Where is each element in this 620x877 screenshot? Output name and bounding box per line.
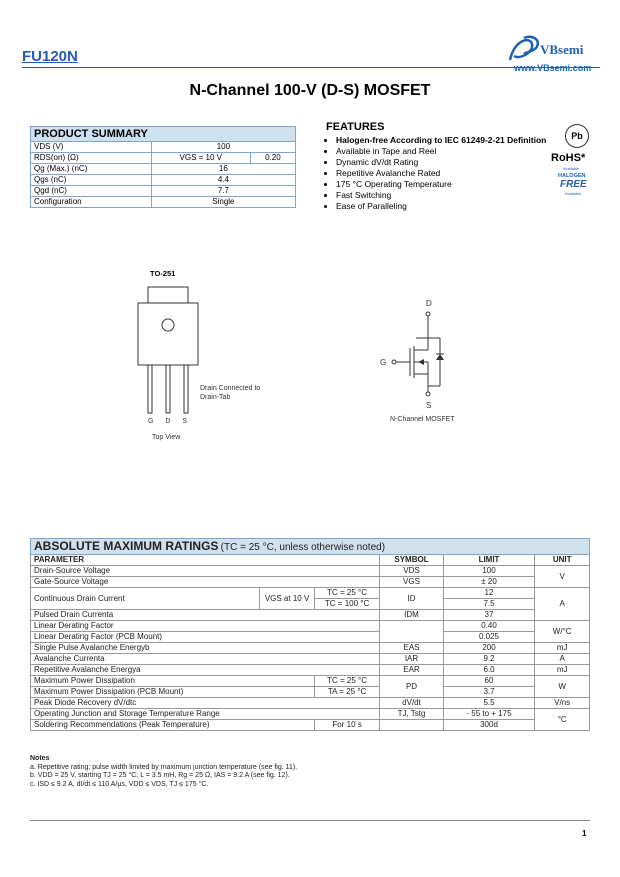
ps-cond: VGS = 10 V <box>151 153 250 164</box>
table-row: Soldering Recommendations (Peak Temperature) For 10 s 300d <box>31 720 590 731</box>
ps-value: 7.7 <box>151 186 295 197</box>
notes-section <box>30 755 297 789</box>
table-row: Peak Diode Recovery dV/dtc dV/dt 5.5 V/ns <box>31 698 590 709</box>
feature-item: • Available in Tape and Reel <box>336 146 566 157</box>
col-header: UNIT <box>535 555 590 566</box>
col-header: SYMBOL <box>380 555 443 566</box>
gate-terminal-label: G <box>380 358 387 367</box>
abs-max-ratings-table <box>30 538 590 731</box>
table-row: Linear Derating Factor 0.40 W/°C <box>31 621 590 632</box>
note-a: a. Repetitive rating; pulse width limited by maximum junction temperature (see fig. 11). <box>30 763 298 771</box>
ps-param: Configuration <box>31 197 152 208</box>
ps-value: 16 <box>151 164 295 175</box>
ps-value: 100 <box>151 142 295 153</box>
rohs-badge: RoHS* <box>551 152 586 164</box>
table-row: TC = 100 °C 7.5 <box>31 599 590 610</box>
table-row: Repetitive Avalanche Energya EAR 6.0 mJ <box>31 665 590 676</box>
package-name: TO-251 <box>150 269 176 278</box>
page-title: N-Channel 100-V (D-S) MOSFET <box>189 82 431 99</box>
feature-item: • Repetitive Avalanche Rated <box>336 168 566 179</box>
ps-param: Qgd (nC) <box>31 186 152 197</box>
drain-terminal-label: D <box>426 299 432 308</box>
table-row: Drain-Source Voltage VDS 100 V <box>31 566 590 577</box>
table-row: Single Pulse Avalanche Energyb EAS 200 mJ <box>31 643 590 654</box>
abs-max-title: ABSOLUTE MAXIMUM RATINGS <box>34 538 219 553</box>
top-view-label: Top View <box>152 434 181 441</box>
table-row: Pulsed Drain Currenta IDM 37 <box>31 610 590 621</box>
notes-title: Notes <box>30 755 50 762</box>
table-row: Maximum Power Dissipation (PCB Mount) TA = 25 °C 3.7 <box>31 687 590 698</box>
to251-package-icon <box>120 283 290 433</box>
halogen-available-label: Available <box>565 191 582 196</box>
pin-labels: G D S <box>148 418 188 425</box>
feature-item: • 175 °C Operating Temperature <box>336 179 566 190</box>
halogen-label: HALOGEN <box>558 173 586 179</box>
page-number: 1 <box>582 829 587 838</box>
rohs-available-label: Available <box>563 166 580 171</box>
col-header: PARAMETER <box>31 555 380 566</box>
features-section <box>326 121 566 212</box>
abs-max-condition: (TC = 25 °C, unless otherwise noted) <box>220 541 386 553</box>
free-label: FREE <box>560 179 587 190</box>
table-row: Continuous Drain Current VGS at 10 V TC = 25 °C ID 12 A <box>31 588 590 599</box>
part-number: FU120N <box>22 48 78 65</box>
source-terminal-label: S <box>426 401 432 410</box>
table-row: Maximum Power Dissipation TC = 25 °C PD 60 W <box>31 676 590 687</box>
note-c: c. ISD ≤ 9.2 A, dI/dt ≤ 110 A/µs, VDD ≤ VDS, TJ ≤ 175 °C. <box>30 780 209 788</box>
drain-note: Drain Connected to Drain-Tab <box>200 385 261 401</box>
features-title: FEATURES <box>326 121 385 133</box>
product-summary-table <box>30 126 296 208</box>
ps-param: VDS (V) <box>31 142 152 153</box>
table-row: Avalanche Currenta IAR 9.2 A <box>31 654 590 665</box>
col-header: LIMIT <box>443 555 535 566</box>
ps-param: Qg (Max.) (nC) <box>31 164 152 175</box>
feature-item: • Halogen-free According to IEC 61249-2-21 Definition <box>336 135 566 146</box>
feature-item: • Dynamic dV/dt Rating <box>336 157 566 168</box>
table-row: Linear Derating Factor (PCB Mount) 0.025 <box>31 632 590 643</box>
mosfet-symbol-icon <box>370 292 450 412</box>
ps-value: 0.20 <box>250 153 295 164</box>
table-row: Gate-Source Voltage VGS ± 20 <box>31 577 590 588</box>
footer-rule <box>30 820 590 821</box>
product-summary-title: PRODUCT SUMMARY <box>31 127 296 142</box>
symbol-caption: N-Channel MOSFET <box>390 416 455 423</box>
ps-param: Qgs (nC) <box>31 175 152 186</box>
note-b: b. VDD = 25 V, starting TJ = 25 °C, L = 3.5 mH, Rg = 25 Ω, IAS = 9.2 A (see fig. 12). <box>30 772 290 779</box>
brand-url[interactable]: www.VBsemi.com <box>514 63 592 73</box>
table-row: Operating Junction and Storage Temperature Range TJ, Tstg - 55 to + 175 °C <box>31 709 590 720</box>
feature-item: • Ease of Paralleling <box>336 201 566 212</box>
ps-value: Single <box>151 197 295 208</box>
pb-free-icon: Pb <box>565 124 589 148</box>
ps-param: RDS(on) (Ω) <box>31 153 152 164</box>
brand-name: VBsemi <box>540 42 584 57</box>
feature-item: • Fast Switching <box>336 190 566 201</box>
ps-value: 4.4 <box>151 175 295 186</box>
